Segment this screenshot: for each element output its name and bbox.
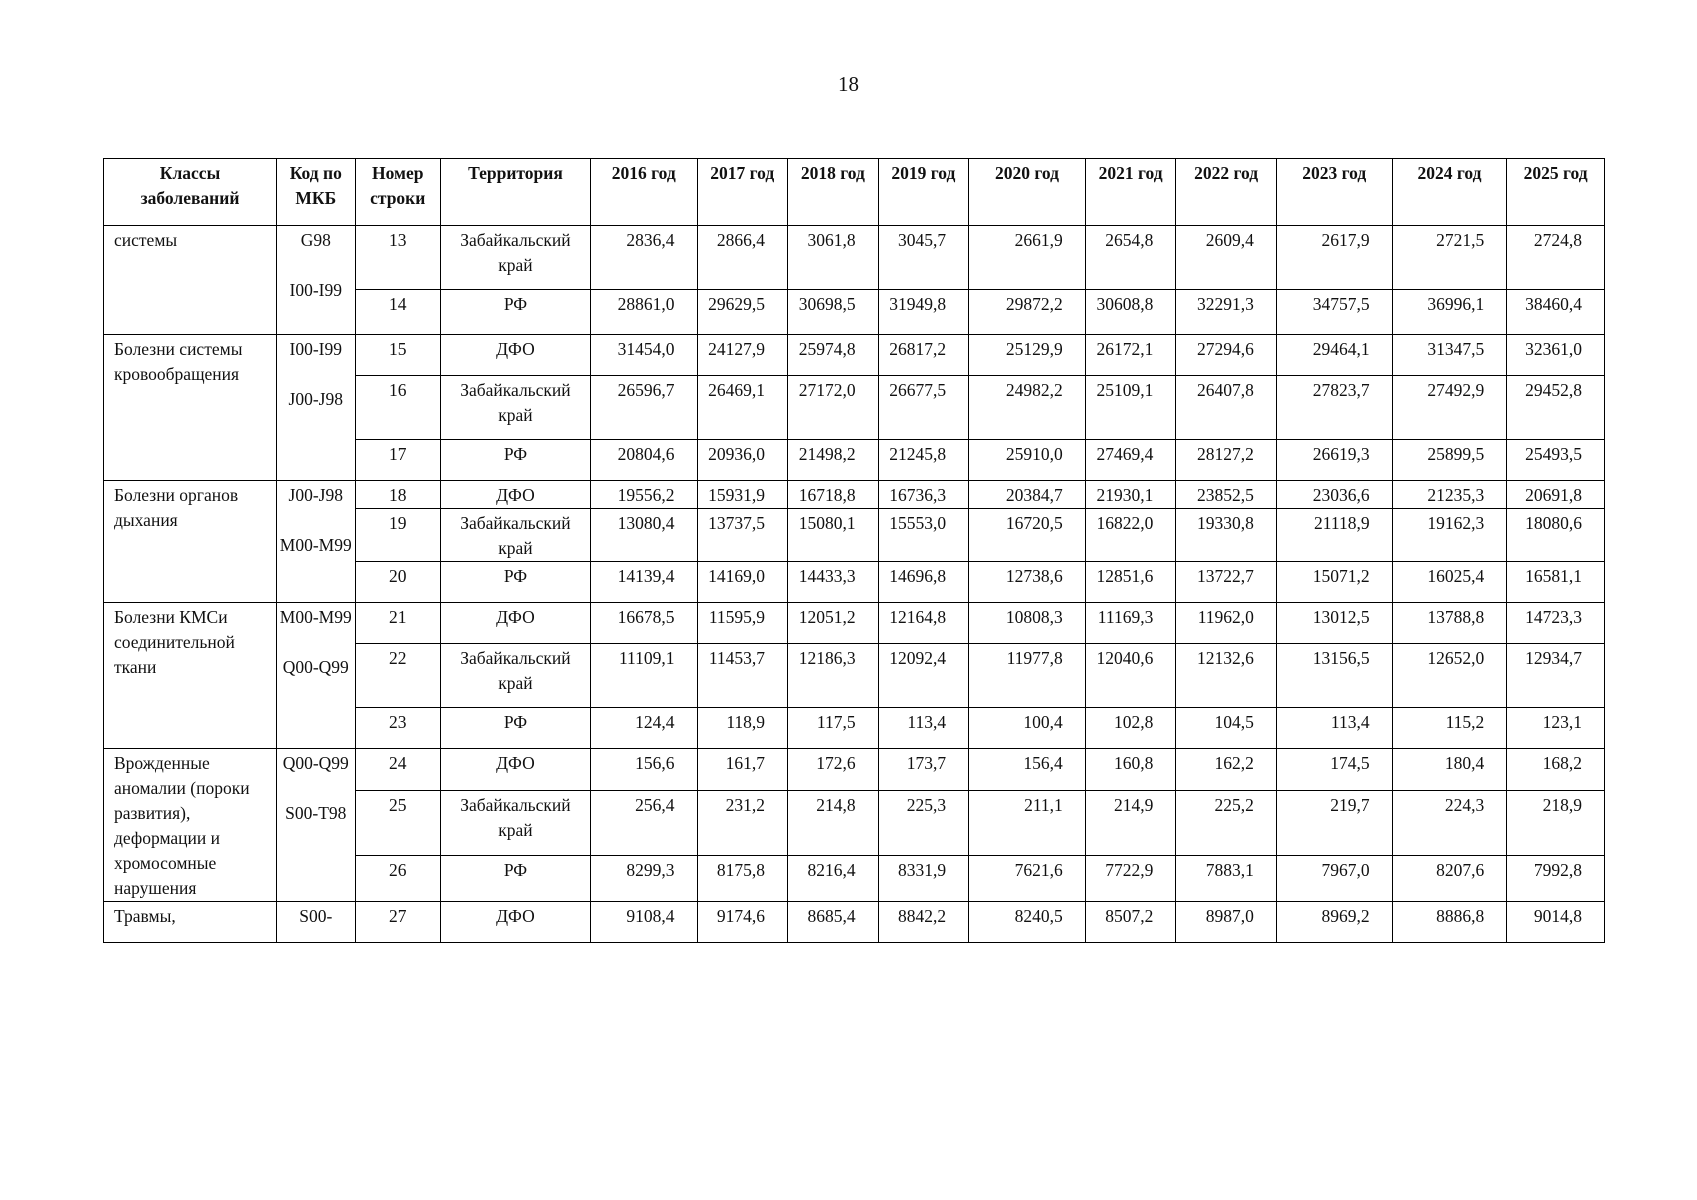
- row-number-cell: 14: [355, 290, 441, 335]
- value-cell: 231,2: [697, 790, 788, 855]
- code-spacer: [279, 253, 352, 278]
- value-cell: 224,3: [1392, 790, 1507, 855]
- value-cell: 36996,1: [1392, 290, 1507, 335]
- value-cell: 7967,0: [1276, 856, 1392, 902]
- value-cell: 12186,3: [788, 644, 879, 708]
- value-cell: 26407,8: [1176, 376, 1277, 440]
- value-cell: 118,9: [697, 708, 788, 749]
- value-cell: 180,4: [1392, 749, 1507, 791]
- value-cell: 26596,7: [590, 376, 697, 440]
- value-cell: 14723,3: [1507, 603, 1605, 644]
- header-code: Код по МКБ: [277, 159, 355, 226]
- value-cell: 219,7: [1276, 790, 1392, 855]
- value-cell: 23036,6: [1276, 481, 1392, 509]
- value-cell: 8175,8: [697, 856, 788, 902]
- value-cell: 13080,4: [590, 509, 697, 562]
- header-year: 2019 год: [878, 159, 969, 226]
- value-cell: 12051,2: [788, 603, 879, 644]
- value-cell: 172,6: [788, 749, 879, 791]
- header-year: 2021 год: [1085, 159, 1176, 226]
- value-cell: 28127,2: [1176, 440, 1277, 481]
- value-cell: 8507,2: [1085, 902, 1176, 943]
- value-cell: 29629,5: [697, 290, 788, 335]
- value-cell: 160,8: [1085, 749, 1176, 791]
- value-cell: 21118,9: [1276, 509, 1392, 562]
- header-row-number: Номер строки: [355, 159, 441, 226]
- value-cell: 16025,4: [1392, 562, 1507, 603]
- header-year: 2020 год: [969, 159, 1086, 226]
- value-cell: 16678,5: [590, 603, 697, 644]
- value-cell: 8216,4: [788, 856, 879, 902]
- territory-cell: Забайкальский край: [441, 376, 591, 440]
- value-cell: 2609,4: [1176, 226, 1277, 290]
- row-number-cell: 17: [355, 440, 441, 481]
- code-spacer: [279, 508, 352, 533]
- icd-code: G98: [300, 230, 331, 250]
- value-cell: 26677,5: [878, 376, 969, 440]
- page-number: 18: [838, 72, 859, 96]
- value-cell: 15071,2: [1276, 562, 1392, 603]
- value-cell: 102,8: [1085, 708, 1176, 749]
- value-cell: 3045,7: [878, 226, 969, 290]
- value-cell: 104,5: [1176, 708, 1277, 749]
- value-cell: 34757,5: [1276, 290, 1392, 335]
- code-spacer: [279, 630, 352, 655]
- value-cell: 9174,6: [697, 902, 788, 943]
- value-cell: 14169,0: [697, 562, 788, 603]
- territory-cell: РФ: [441, 440, 591, 481]
- row-number-cell: 13: [355, 226, 441, 290]
- row-number-cell: 26: [355, 856, 441, 902]
- header-year: 2025 год: [1507, 159, 1605, 226]
- row-number-cell: 22: [355, 644, 441, 708]
- icd-code-cell: [277, 226, 355, 335]
- value-cell: 173,7: [878, 749, 969, 791]
- icd-code: J00-J98: [288, 485, 343, 505]
- value-cell: 14696,8: [878, 562, 969, 603]
- value-cell: 214,9: [1085, 790, 1176, 855]
- value-cell: 12934,7: [1507, 644, 1605, 708]
- territory-cell: ДФО: [441, 481, 591, 509]
- value-cell: 21245,8: [878, 440, 969, 481]
- value-cell: 11453,7: [697, 644, 788, 708]
- icd-code: S00-T98: [285, 803, 347, 823]
- value-cell: 27492,9: [1392, 376, 1507, 440]
- value-cell: 12738,6: [969, 562, 1086, 603]
- value-cell: 16718,8: [788, 481, 879, 509]
- value-cell: 10808,3: [969, 603, 1086, 644]
- header-year: 2018 год: [788, 159, 879, 226]
- value-cell: 12164,8: [878, 603, 969, 644]
- value-cell: 30698,5: [788, 290, 879, 335]
- value-cell: 23852,5: [1176, 481, 1277, 509]
- icd-code-cell: [277, 481, 355, 603]
- territory-cell: ДФО: [441, 335, 591, 376]
- value-cell: 32291,3: [1176, 290, 1277, 335]
- value-cell: 27469,4: [1085, 440, 1176, 481]
- disease-class-cell: системы: [104, 226, 277, 335]
- territory-cell: Забайкальский край: [441, 226, 591, 290]
- header-year: 2023 год: [1276, 159, 1392, 226]
- value-cell: 27294,6: [1176, 335, 1277, 376]
- value-cell: 16720,5: [969, 509, 1086, 562]
- value-cell: 225,2: [1176, 790, 1277, 855]
- row-number-cell: 19: [355, 509, 441, 562]
- value-cell: 11109,1: [590, 644, 697, 708]
- value-cell: 162,2: [1176, 749, 1277, 791]
- disease-class-cell: Болезни КМСи соединительной ткани: [104, 603, 277, 749]
- territory-cell: РФ: [441, 562, 591, 603]
- disease-class-cell: Болезни системы кровообращения: [104, 335, 277, 481]
- value-cell: 20804,6: [590, 440, 697, 481]
- value-cell: 26172,1: [1085, 335, 1176, 376]
- header-year: 2016 год: [590, 159, 697, 226]
- table-row: [104, 481, 1605, 509]
- value-cell: 168,2: [1507, 749, 1605, 791]
- value-cell: 124,4: [590, 708, 697, 749]
- value-cell: 21930,1: [1085, 481, 1176, 509]
- value-cell: 12040,6: [1085, 644, 1176, 708]
- value-cell: 25493,5: [1507, 440, 1605, 481]
- value-cell: 25899,5: [1392, 440, 1507, 481]
- value-cell: 15931,9: [697, 481, 788, 509]
- value-cell: 12132,6: [1176, 644, 1277, 708]
- value-cell: 31454,0: [590, 335, 697, 376]
- value-cell: 13722,7: [1176, 562, 1277, 603]
- value-cell: 31347,5: [1392, 335, 1507, 376]
- value-cell: 3061,8: [788, 226, 879, 290]
- value-cell: 8299,3: [590, 856, 697, 902]
- icd-code-cell: [277, 902, 355, 943]
- territory-cell: РФ: [441, 708, 591, 749]
- row-number-cell: 27: [355, 902, 441, 943]
- row-number-cell: 23: [355, 708, 441, 749]
- value-cell: 31949,8: [878, 290, 969, 335]
- icd-code-cell: [277, 603, 355, 749]
- value-cell: 13737,5: [697, 509, 788, 562]
- value-cell: 12092,4: [878, 644, 969, 708]
- value-cell: 11169,3: [1085, 603, 1176, 644]
- territory-cell: ДФО: [441, 749, 591, 791]
- icd-code-cell: [277, 749, 355, 902]
- value-cell: 218,9: [1507, 790, 1605, 855]
- table-row: [104, 902, 1605, 943]
- value-cell: 8886,8: [1392, 902, 1507, 943]
- value-cell: 13788,8: [1392, 603, 1507, 644]
- value-cell: 21235,3: [1392, 481, 1507, 509]
- value-cell: 15553,0: [878, 509, 969, 562]
- header-year: 2017 год: [697, 159, 788, 226]
- disease-class-cell: Травмы,: [104, 902, 277, 943]
- icd-code: M00-M99: [279, 535, 352, 555]
- value-cell: 8987,0: [1176, 902, 1277, 943]
- icd-code: I00-I99: [289, 339, 342, 359]
- value-cell: 115,2: [1392, 708, 1507, 749]
- territory-cell: Забайкальский край: [441, 509, 591, 562]
- value-cell: 225,3: [878, 790, 969, 855]
- code-spacer: [279, 776, 352, 801]
- value-cell: 32361,0: [1507, 335, 1605, 376]
- value-cell: 26469,1: [697, 376, 788, 440]
- value-cell: 9108,4: [590, 902, 697, 943]
- value-cell: 25129,9: [969, 335, 1086, 376]
- value-cell: 13012,5: [1276, 603, 1392, 644]
- value-cell: 156,4: [969, 749, 1086, 791]
- value-cell: 214,8: [788, 790, 879, 855]
- value-cell: 14139,4: [590, 562, 697, 603]
- value-cell: 25974,8: [788, 335, 879, 376]
- territory-cell: ДФО: [441, 603, 591, 644]
- value-cell: 2617,9: [1276, 226, 1392, 290]
- header-territory: Территория: [441, 159, 591, 226]
- row-number-cell: 21: [355, 603, 441, 644]
- territory-cell: РФ: [441, 290, 591, 335]
- value-cell: 26619,3: [1276, 440, 1392, 481]
- value-cell: 29872,2: [969, 290, 1086, 335]
- value-cell: 14433,3: [788, 562, 879, 603]
- value-cell: 28861,0: [590, 290, 697, 335]
- value-cell: 113,4: [1276, 708, 1392, 749]
- value-cell: 8969,2: [1276, 902, 1392, 943]
- value-cell: 25910,0: [969, 440, 1086, 481]
- value-cell: 24127,9: [697, 335, 788, 376]
- value-cell: 8331,9: [878, 856, 969, 902]
- value-cell: 117,5: [788, 708, 879, 749]
- value-cell: 8240,5: [969, 902, 1086, 943]
- value-cell: 11977,8: [969, 644, 1086, 708]
- value-cell: 7621,6: [969, 856, 1086, 902]
- value-cell: 16822,0: [1085, 509, 1176, 562]
- table-row: [104, 335, 1605, 376]
- disease-class-cell: Болезни органов дыхания: [104, 481, 277, 603]
- value-cell: 2836,4: [590, 226, 697, 290]
- code-spacer: [279, 362, 352, 387]
- value-cell: 2654,8: [1085, 226, 1176, 290]
- territory-cell: Забайкальский край: [441, 644, 591, 708]
- value-cell: 24982,2: [969, 376, 1086, 440]
- value-cell: 12652,0: [1392, 644, 1507, 708]
- value-cell: 2866,4: [697, 226, 788, 290]
- territory-cell: Забайкальский край: [441, 790, 591, 855]
- table-row: [104, 226, 1605, 290]
- disease-class-cell: Врожденные аномалии (пороки развития), деформации и хромосомные нарушения: [104, 749, 277, 902]
- header-year: 2024 год: [1392, 159, 1507, 226]
- value-cell: 30608,8: [1085, 290, 1176, 335]
- value-cell: 211,1: [969, 790, 1086, 855]
- value-cell: 2721,5: [1392, 226, 1507, 290]
- value-cell: 11962,0: [1176, 603, 1277, 644]
- value-cell: 13156,5: [1276, 644, 1392, 708]
- value-cell: 19556,2: [590, 481, 697, 509]
- value-cell: 27172,0: [788, 376, 879, 440]
- value-cell: 7883,1: [1176, 856, 1277, 902]
- icd-code: J00-J98: [288, 389, 343, 409]
- value-cell: 20384,7: [969, 481, 1086, 509]
- value-cell: 16581,1: [1507, 562, 1605, 603]
- icd-code: I00-I99: [289, 280, 342, 300]
- header-class: Классы заболеваний: [104, 159, 277, 226]
- header-year: 2022 год: [1176, 159, 1277, 226]
- icd-code: Q00-Q99: [282, 657, 349, 677]
- value-cell: 8842,2: [878, 902, 969, 943]
- row-number-cell: 18: [355, 481, 441, 509]
- value-cell: 21498,2: [788, 440, 879, 481]
- value-cell: 12851,6: [1085, 562, 1176, 603]
- icd-code: S00-: [299, 906, 333, 926]
- value-cell: 2661,9: [969, 226, 1086, 290]
- row-number-cell: 16: [355, 376, 441, 440]
- header-row: [104, 159, 1605, 226]
- icd-code: Q00-Q99: [282, 753, 349, 773]
- value-cell: 38460,4: [1507, 290, 1605, 335]
- row-number-cell: 24: [355, 749, 441, 791]
- row-number-cell: 25: [355, 790, 441, 855]
- value-cell: 19330,8: [1176, 509, 1277, 562]
- disease-statistics-table: [103, 158, 1605, 943]
- value-cell: 256,4: [590, 790, 697, 855]
- row-number-cell: 20: [355, 562, 441, 603]
- value-cell: 26817,2: [878, 335, 969, 376]
- value-cell: 20936,0: [697, 440, 788, 481]
- value-cell: 7992,8: [1507, 856, 1605, 902]
- value-cell: 100,4: [969, 708, 1086, 749]
- icd-code-cell: [277, 335, 355, 481]
- value-cell: 9014,8: [1507, 902, 1605, 943]
- value-cell: 11595,9: [697, 603, 788, 644]
- value-cell: 20691,8: [1507, 481, 1605, 509]
- row-number-cell: 15: [355, 335, 441, 376]
- value-cell: 16736,3: [878, 481, 969, 509]
- value-cell: 161,7: [697, 749, 788, 791]
- value-cell: 174,5: [1276, 749, 1392, 791]
- value-cell: 123,1: [1507, 708, 1605, 749]
- value-cell: 7722,9: [1085, 856, 1176, 902]
- value-cell: 8207,6: [1392, 856, 1507, 902]
- value-cell: 19162,3: [1392, 509, 1507, 562]
- table-row: [104, 749, 1605, 791]
- icd-code: M00-M99: [279, 607, 352, 627]
- value-cell: 156,6: [590, 749, 697, 791]
- value-cell: 27823,7: [1276, 376, 1392, 440]
- value-cell: 29452,8: [1507, 376, 1605, 440]
- value-cell: 18080,6: [1507, 509, 1605, 562]
- territory-cell: ДФО: [441, 902, 591, 943]
- table-row: [104, 603, 1605, 644]
- value-cell: 25109,1: [1085, 376, 1176, 440]
- value-cell: 15080,1: [788, 509, 879, 562]
- value-cell: 2724,8: [1507, 226, 1605, 290]
- value-cell: 8685,4: [788, 902, 879, 943]
- value-cell: 113,4: [878, 708, 969, 749]
- value-cell: 29464,1: [1276, 335, 1392, 376]
- territory-cell: РФ: [441, 856, 591, 902]
